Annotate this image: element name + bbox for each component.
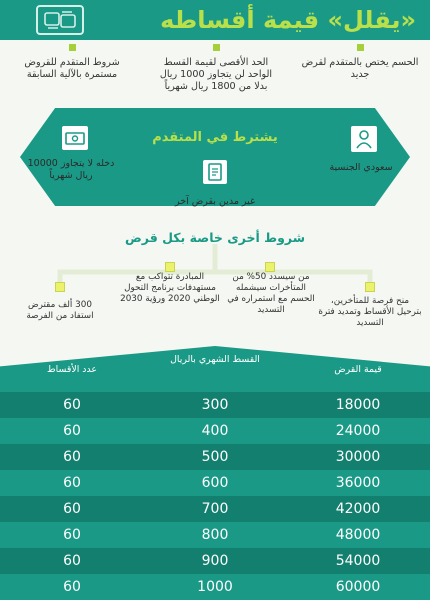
condition-item: 300 ألف مقترض استفاد من الفرصة — [26, 300, 94, 321]
table-row — [0, 444, 430, 470]
table-row — [0, 522, 430, 548]
cell-installment-count: 60 — [63, 397, 81, 413]
key-point-text: الحسم يختص بالمتقدم لقرض جديد — [301, 57, 419, 80]
cell-installment-count: 60 — [63, 579, 81, 595]
cell-loan-value: 60000 — [335, 579, 381, 595]
saudi-person-icon — [349, 124, 379, 154]
condition-marker — [55, 282, 65, 292]
cell-installment-count: 60 — [63, 449, 81, 465]
cell-monthly-installment: 400 — [201, 423, 229, 439]
condition-marker — [165, 262, 175, 272]
condition-marker — [365, 282, 375, 292]
key-point-text: الحد الأقصى لقيمة القسط الواحد لن يتجاوز 1000 ريال بدلا من 1800 ريال شهرياً — [159, 57, 273, 92]
key-point — [8, 44, 136, 81]
money-exchange-icon — [36, 5, 84, 35]
table-row — [0, 574, 430, 600]
requirements-title: يشترط في المتقدم — [152, 130, 278, 145]
bullet-dot — [357, 44, 364, 51]
cell-installment-count: 60 — [63, 501, 81, 517]
key-points — [0, 44, 430, 106]
key-point-text: شروط المتقدم للقروض مستمرة بالآلية السابقة — [24, 57, 120, 80]
condition-item: المبادرة تتواكب مع مستهدفات برنامج التحول الوطني 2020 ورؤية 2030 — [120, 272, 220, 304]
key-point — [152, 44, 280, 93]
header-bar — [0, 0, 430, 40]
condition-item: منح فرصة للمتأخرين، بترحيل الأقساط وتمديد فترة التسديد — [318, 296, 422, 328]
key-point — [296, 44, 424, 81]
table-row — [0, 418, 430, 444]
bullet-dot — [69, 44, 76, 51]
column-header-installment-count: عدد الأقساط — [47, 364, 97, 375]
cell-installment-count: 60 — [63, 475, 81, 491]
condition-item: من سيسدد 50% من المتأخرات سيشمله الحسم مع استمراره في التسديد — [227, 272, 315, 315]
cell-installment-count: 60 — [63, 527, 81, 543]
column-header-loan-value: قيمة القرض — [334, 364, 382, 375]
cell-loan-value: 54000 — [335, 553, 381, 569]
installments-table — [0, 346, 430, 600]
requirement-no-debt: غير مدين بقرض آخر — [174, 196, 256, 207]
table-row — [0, 470, 430, 496]
table-row — [0, 548, 430, 574]
condition-marker — [265, 262, 275, 272]
requirements-panel — [20, 108, 410, 206]
cell-monthly-installment: 800 — [201, 527, 229, 543]
bullet-dot — [213, 44, 220, 51]
cell-monthly-installment: 900 — [201, 553, 229, 569]
document-icon — [201, 158, 229, 186]
column-header-monthly-installment: القسط الشهري بالريال — [170, 354, 260, 365]
page-title: «يقلل» قيمة أقساطه — [160, 6, 416, 34]
cell-loan-value: 48000 — [335, 527, 381, 543]
cell-monthly-installment: 500 — [201, 449, 229, 465]
cell-monthly-installment: 600 — [201, 475, 229, 491]
cell-monthly-installment: 700 — [201, 501, 229, 517]
cell-loan-value: 36000 — [335, 475, 381, 491]
special-conditions-title: شروط أخرى خاصة بكل قرض — [124, 230, 305, 245]
cell-loan-value: 24000 — [335, 423, 381, 439]
table-row — [0, 496, 430, 522]
cell-monthly-installment: 1000 — [197, 579, 233, 595]
cell-installment-count: 60 — [63, 553, 81, 569]
cell-loan-value: 18000 — [335, 397, 381, 413]
cash-icon — [60, 124, 90, 152]
cell-monthly-installment: 300 — [201, 397, 229, 413]
cell-installment-count: 60 — [63, 423, 81, 439]
requirement-income: دخله لا يتجاوز 10000 ريال شهرياً — [27, 158, 115, 181]
requirement-nationality: سعودي الجنسية — [329, 162, 393, 173]
cell-loan-value: 42000 — [335, 501, 381, 517]
table-row — [0, 392, 430, 418]
cell-loan-value: 30000 — [335, 449, 381, 465]
